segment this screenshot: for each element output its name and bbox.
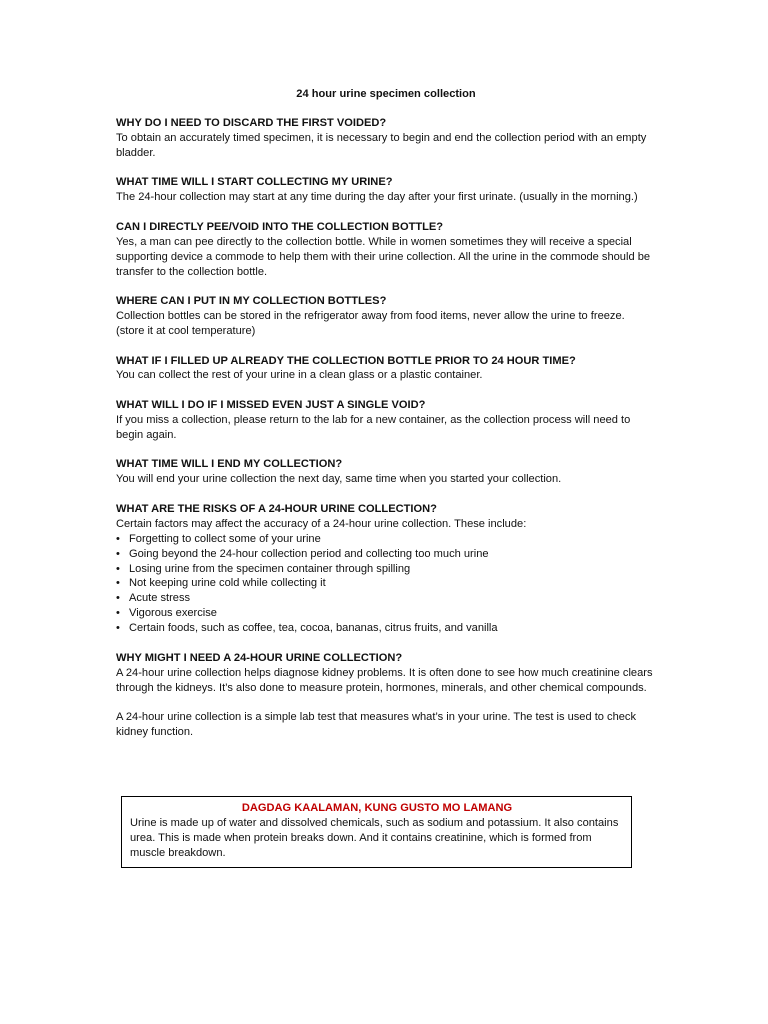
faq-question: WHAT TIME WILL I END MY COLLECTION?	[116, 458, 343, 471]
faq-answer: If you miss a collection, please return to the lab for a new container, as the collection process will need to begin again.	[116, 413, 631, 441]
faq-section-risks	[116, 502, 656, 636]
faq-question: WHY MIGHT I NEED A 24-HOUR URINE COLLECTION?	[116, 651, 403, 664]
faq-answer: Collection bottles can be stored in the refrigerator away from food items, never allow the urine to freeze. (store it at cool temperature)	[116, 310, 625, 337]
list-item	[116, 621, 656, 636]
summary-paragraph-section	[116, 710, 656, 740]
document-page	[116, 87, 656, 755]
list-item-text: Forgetting to collect some of your urine	[129, 532, 321, 545]
faq-question: WHERE CAN I PUT IN MY COLLECTION BOTTLES?	[116, 295, 387, 308]
bullet-icon: •	[116, 532, 120, 545]
list-item-text: Acute stress	[129, 592, 191, 605]
summary-paragraph: A 24-hour urine collection is a simple lab test that measures what’s in your urine. The test is used to check kidney function.	[116, 711, 637, 739]
faq-section-start-time	[116, 175, 656, 205]
note-body: Urine is made up of water and dissolved chemicals, such as sodium and potassium. It also contains urea. This is made when protein breaks down. And it contains creatinine, which is formed from muscle breakdown.	[130, 817, 619, 859]
list-item	[116, 562, 656, 577]
faq-section-discard-first-void	[116, 116, 656, 161]
faq-section-storage	[116, 294, 656, 339]
faq-question: WHY DO I NEED TO DISCARD THE FIRST VOIDED?	[116, 116, 387, 129]
faq-section-why-needed	[116, 651, 656, 696]
list-item-text: Not keeping urine cold while collecting it	[129, 577, 326, 590]
faq-answer: A 24-hour urine collection helps diagnose kidney problems. It is often done to see how much creatinine clears through the kidneys. It’s also done to measure protein, hormones, minerals, and other chemical compounds.	[116, 666, 653, 694]
list-item-text: Vigorous exercise	[129, 607, 217, 620]
faq-answer: Yes, a man can pee directly to the collection bottle. While in women sometimes they will receive a special supporting device a commode to help them with their urine collection. All the urine in the commode should be transfer to the collection bottle.	[116, 235, 651, 278]
faq-question: WHAT IF I FILLED UP ALREADY THE COLLECTION BOTTLE PRIOR TO 24 HOUR TIME?	[116, 354, 576, 367]
faq-question: CAN I DIRECTLY PEE/VOID INTO THE COLLECTION BOTTLE?	[116, 220, 444, 233]
faq-section-missed-void	[116, 398, 656, 443]
faq-answer: The 24-hour collection may start at any time during the day after your first urinate. (usually in the morning.)	[116, 191, 638, 204]
faq-answer: You will end your urine collection the next day, same time when you started your collection.	[116, 473, 562, 486]
faq-section-bottle-full	[116, 354, 656, 384]
bullet-icon: •	[116, 577, 120, 590]
bullet-icon: •	[116, 607, 120, 620]
list-item-text: Certain foods, such as coffee, tea, cocoa, bananas, citrus fruits, and vanilla	[129, 622, 498, 635]
list-item	[116, 606, 656, 621]
faq-answer: To obtain an accurately timed specimen, it is necessary to begin and end the collection period with an empty bladder.	[116, 131, 647, 159]
faq-section-end-time	[116, 457, 656, 487]
faq-section-direct-void	[116, 220, 656, 280]
bullet-icon: •	[116, 592, 120, 605]
list-item	[116, 591, 656, 606]
faq-answer: You can collect the rest of your urine in a clean glass or a plastic container.	[116, 369, 483, 382]
list-item	[116, 532, 656, 547]
info-note-box	[121, 796, 632, 868]
list-item	[116, 576, 656, 591]
list-item-text: Losing urine from the specimen container through spilling	[129, 562, 411, 575]
list-item-text: Going beyond the 24-hour collection period and collecting too much urine	[129, 547, 489, 560]
note-title: DAGDAG KAALAMAN, KUNG GUSTO MO LAMANG	[241, 802, 513, 814]
risks-list	[116, 532, 656, 636]
bullet-icon: •	[116, 547, 120, 560]
list-item	[116, 547, 656, 562]
faq-question: WHAT WILL I DO IF I MISSED EVEN JUST A SINGLE VOID?	[116, 399, 426, 412]
risks-intro: Certain factors may affect the accuracy of a 24-hour urine collection. These include:	[116, 517, 527, 530]
document-title: 24 hour urine specimen collection	[296, 88, 476, 100]
faq-question: WHAT ARE THE RISKS OF A 24-HOUR URINE COLLECTION?	[116, 502, 437, 515]
bullet-icon: •	[116, 622, 120, 635]
faq-question: WHAT TIME WILL I START COLLECTING MY URINE?	[116, 176, 393, 189]
bullet-icon: •	[116, 562, 120, 575]
